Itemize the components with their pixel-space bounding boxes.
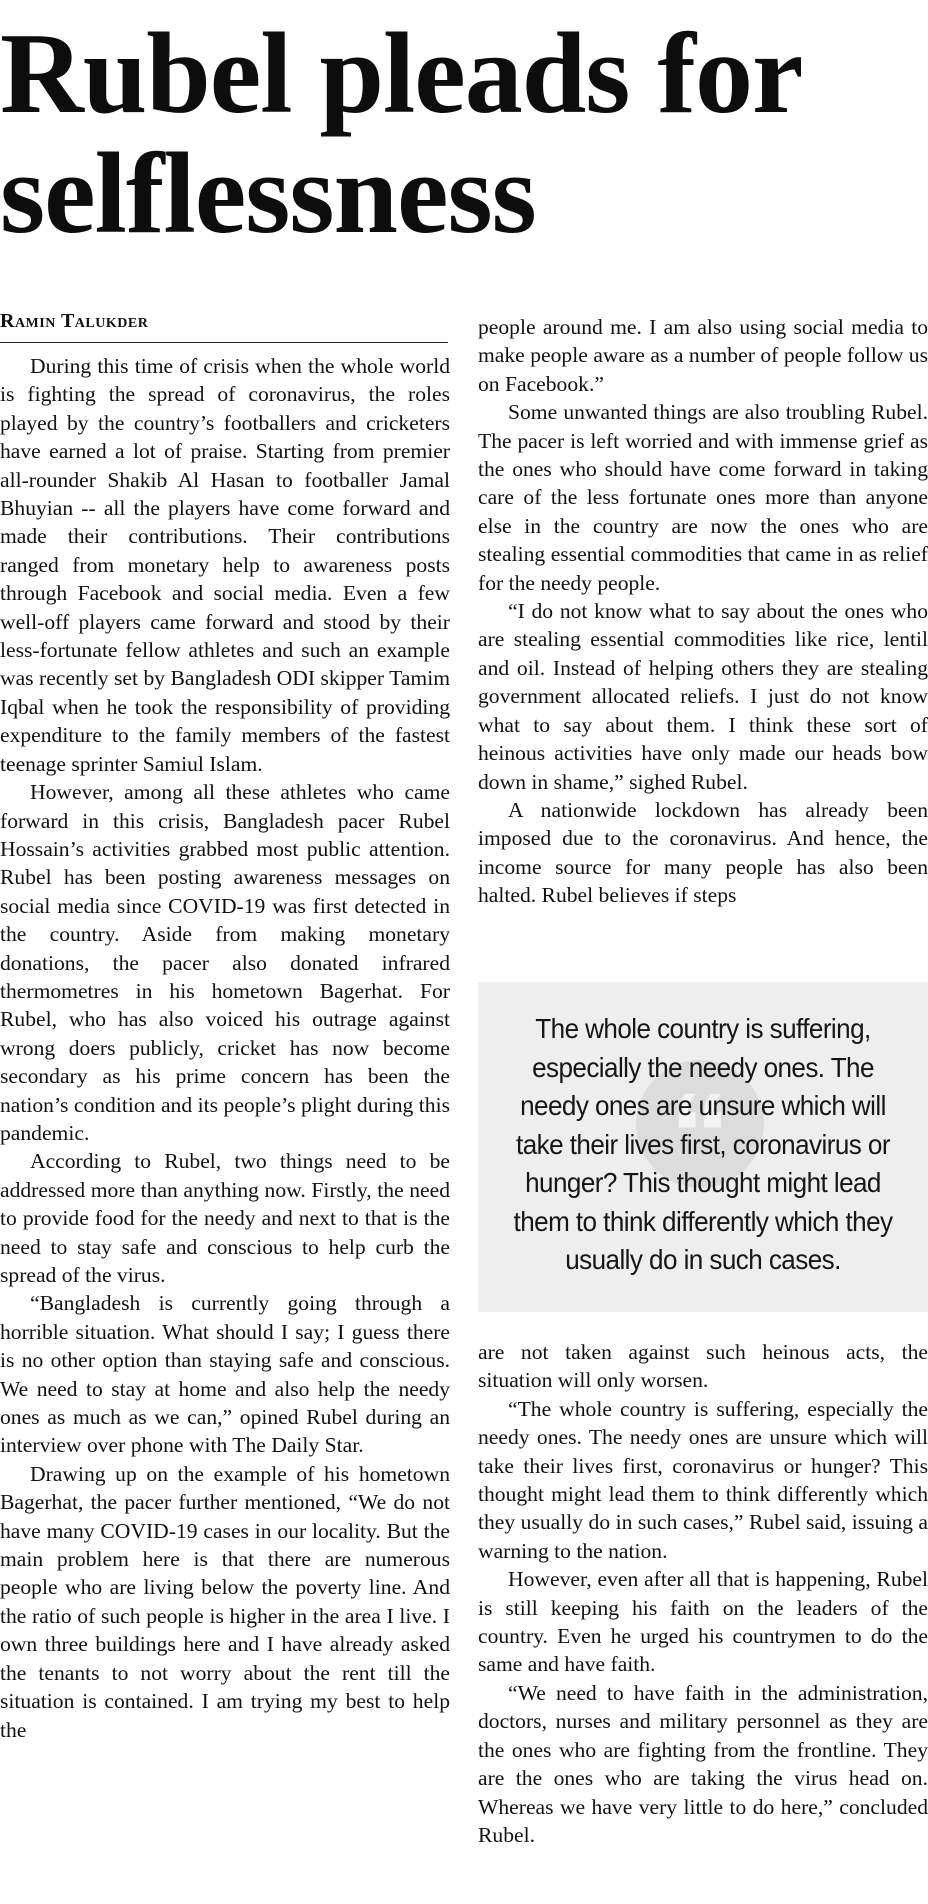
paragraph: However, even after all that is happening, Rubel is still keeping his faith on the leaders of the country. Even he urged his countrymen to do the same and have faith. (478, 1567, 928, 1677)
byline: Ramin Talukder (0, 310, 448, 343)
paragraph: Some unwanted things are also troubling Rubel. The pacer is left worried and with immense grief as the ones who should have come forward in taking care of the less fortunate ones more than anyone else in the country are now the ones who are stealing essential commodities that came in as relief for the needy people. (478, 400, 928, 595)
paragraph: “The whole country is suffering, especially the needy ones. The needy ones are unsure which will take their lives first, coronavirus or hunger? This thought might lead them to think differently which they usually do in such cases,” Rubel said, issuing a warning to the nation. (478, 1396, 928, 1563)
article-column-right-top (478, 313, 928, 910)
paragraph: “We need to have faith in the administration, doctors, nurses and military personnel as they are the ones who are fighting from the frontline. They are the ones who are taking the virus head on. Whereas we have very little to do here,” concluded Rubel. (478, 1680, 928, 1847)
paragraph: A nationwide lockdown has already been imposed due to the coronavirus. And hence, the income source for many people has also been halted. Rubel believes if steps (478, 797, 928, 908)
paragraph: “Bangladesh is currently going through a horrible situation. What should I say; I guess there is no other option than staying safe and conscious. We need to stay at home and also help the needy ones as much as we can,” opined Rubel during an interview over phone with The Daily Star. (0, 1291, 450, 1458)
headline (0, 10, 928, 258)
paragraph-continued: people around me. I am also using social media to make people aware as a number of people follow us on Facebook.” (478, 315, 928, 396)
paragraph: According to Rubel, two things need to be addressed more than anything now. Firstly, the need to provide food for the needy and next to that is the need to stay safe and conscious to help curb the spread of the virus. (0, 1149, 450, 1287)
pull-quote-text: The whole country is suffering, especially the needy ones. The needy ones are unsure which will take their lives first, coronavirus or hunger? This thought might lead them to think differently which they usually do in such cases. (513, 1013, 893, 1275)
article-column-right-bottom (478, 1338, 928, 1849)
pull-quote-box (478, 982, 928, 1312)
paragraph: However, among all these athletes who came forward in this crisis, Bangladesh pacer Rubel Hossain’s activities grabbed most public attention. Rubel has been posting awareness messages on social media since COVID-19 was first detected in the country. Aside from making monetary donations, the pacer also donated infrared thermometres in his hometown Bagerhat. For Rubel, who has also voiced his outrage against wrong doers publicly, cricket has now become secondary as his prime concern has been the nation’s condition and its people’s plight during this pandemic. (0, 780, 450, 1145)
article-column-left (0, 352, 450, 1744)
paragraph: “I do not know what to say about the ones who are stealing essential commodities like rice, lentil and oil. Instead of helping others they are stealing government allocated reliefs. I just do not know what to say about them. I think these sort of heinous activities have only made our heads bow down in shame,” sighed Rubel. (478, 599, 928, 794)
quote-mark-icon: “ (636, 1060, 764, 1188)
paragraph: Drawing up on the example of his hometown Bagerhat, the pacer further mentioned, “We do not have many COVID-19 cases in our locality. But the main problem here is that there are numerous people who are living below the poverty line. And the ratio of such people is higher in the area I live. I own three buildings here and I have already asked the tenants to not worry about the rent till the situation is contained. I am trying my best to help the (0, 1461, 450, 1742)
headline-line-2: selflessness (0, 130, 536, 258)
headline-line-1: Rubel pleads for (0, 10, 803, 138)
paragraph: During this time of crisis when the whole world is fighting the spread of coronavirus, the roles played by the country’s footballers and cricketers have earned a lot of praise. Starting from premier all-rounder Shakib Al Hasan to footballer Jamal Bhuyian -- all the players have come forward and made their contributions. Their contributions ranged from monetary help to awareness posts through Facebook and social media. Even a few well-off players came forward and stood by their less-fortunate fellow athletes and such an example was recently set by Bangladesh ODI skipper Tamim Iqbal when he took the responsibility of providing expenditure to the family members of the fastest teenage sprinter Samiul Islam. (0, 354, 450, 776)
paragraph-continued: are not taken against such heinous acts, the situation will only worsen. (478, 1340, 928, 1393)
